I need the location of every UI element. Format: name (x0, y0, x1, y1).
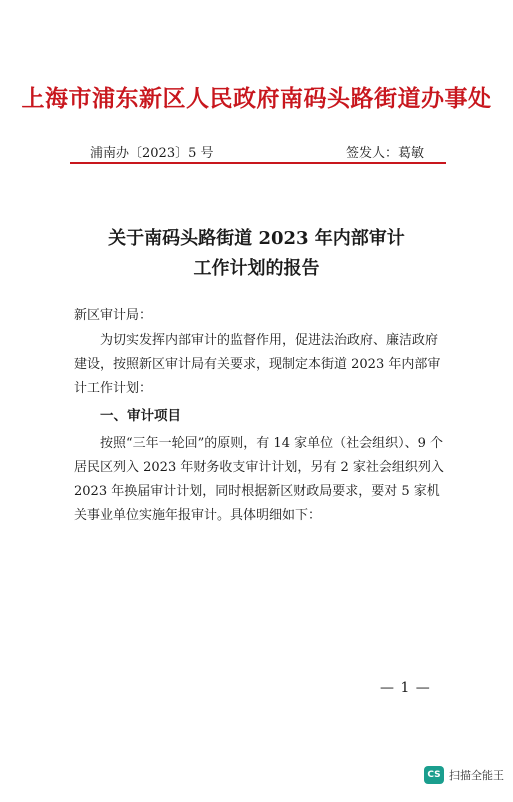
scanner-watermark (424, 764, 504, 786)
salutation: 新区审计局： (74, 308, 153, 323)
org-title: 上海市浦东新区人民政府南码头路街道办事处 (21, 85, 492, 112)
report-title-line-1: 关于南码头路街道 2023 年内部审计 (108, 228, 405, 249)
page-number: — 1 — (380, 680, 431, 696)
section-heading-audit-items: 一、审计项目 (100, 408, 181, 424)
report-title-line-2: 工作计划的报告 (193, 258, 320, 279)
watermark-app-name: 扫描全能王 (449, 769, 504, 782)
report-title (0, 224, 513, 284)
doc-number: 浦南办〔2023〕5 号 (90, 146, 214, 161)
camscanner-logo-icon: CS (424, 766, 444, 784)
red-divider (70, 162, 446, 164)
paragraph-audit-items: 按照“三年一轮回”的原则，有 14 家单位（社会组织）、9 个居民区列入 2023 年财务收支审计计划，另有 2 家社会组织列入 2023 年换届审计计划，同时根据新区财政局要求，要对 5 家机关事业单位实施年报审计。具体明细如下： (74, 436, 444, 523)
issuer: 签发人：葛敏 (345, 146, 424, 161)
paragraph-intro: 为切实发挥内部审计的监督作用，促进法治政府、廉洁政府建设，按照新区审计局有关要求，现制定本街道 2023 年内部审计工作计划： (74, 333, 441, 396)
doc-number-line (70, 142, 446, 162)
